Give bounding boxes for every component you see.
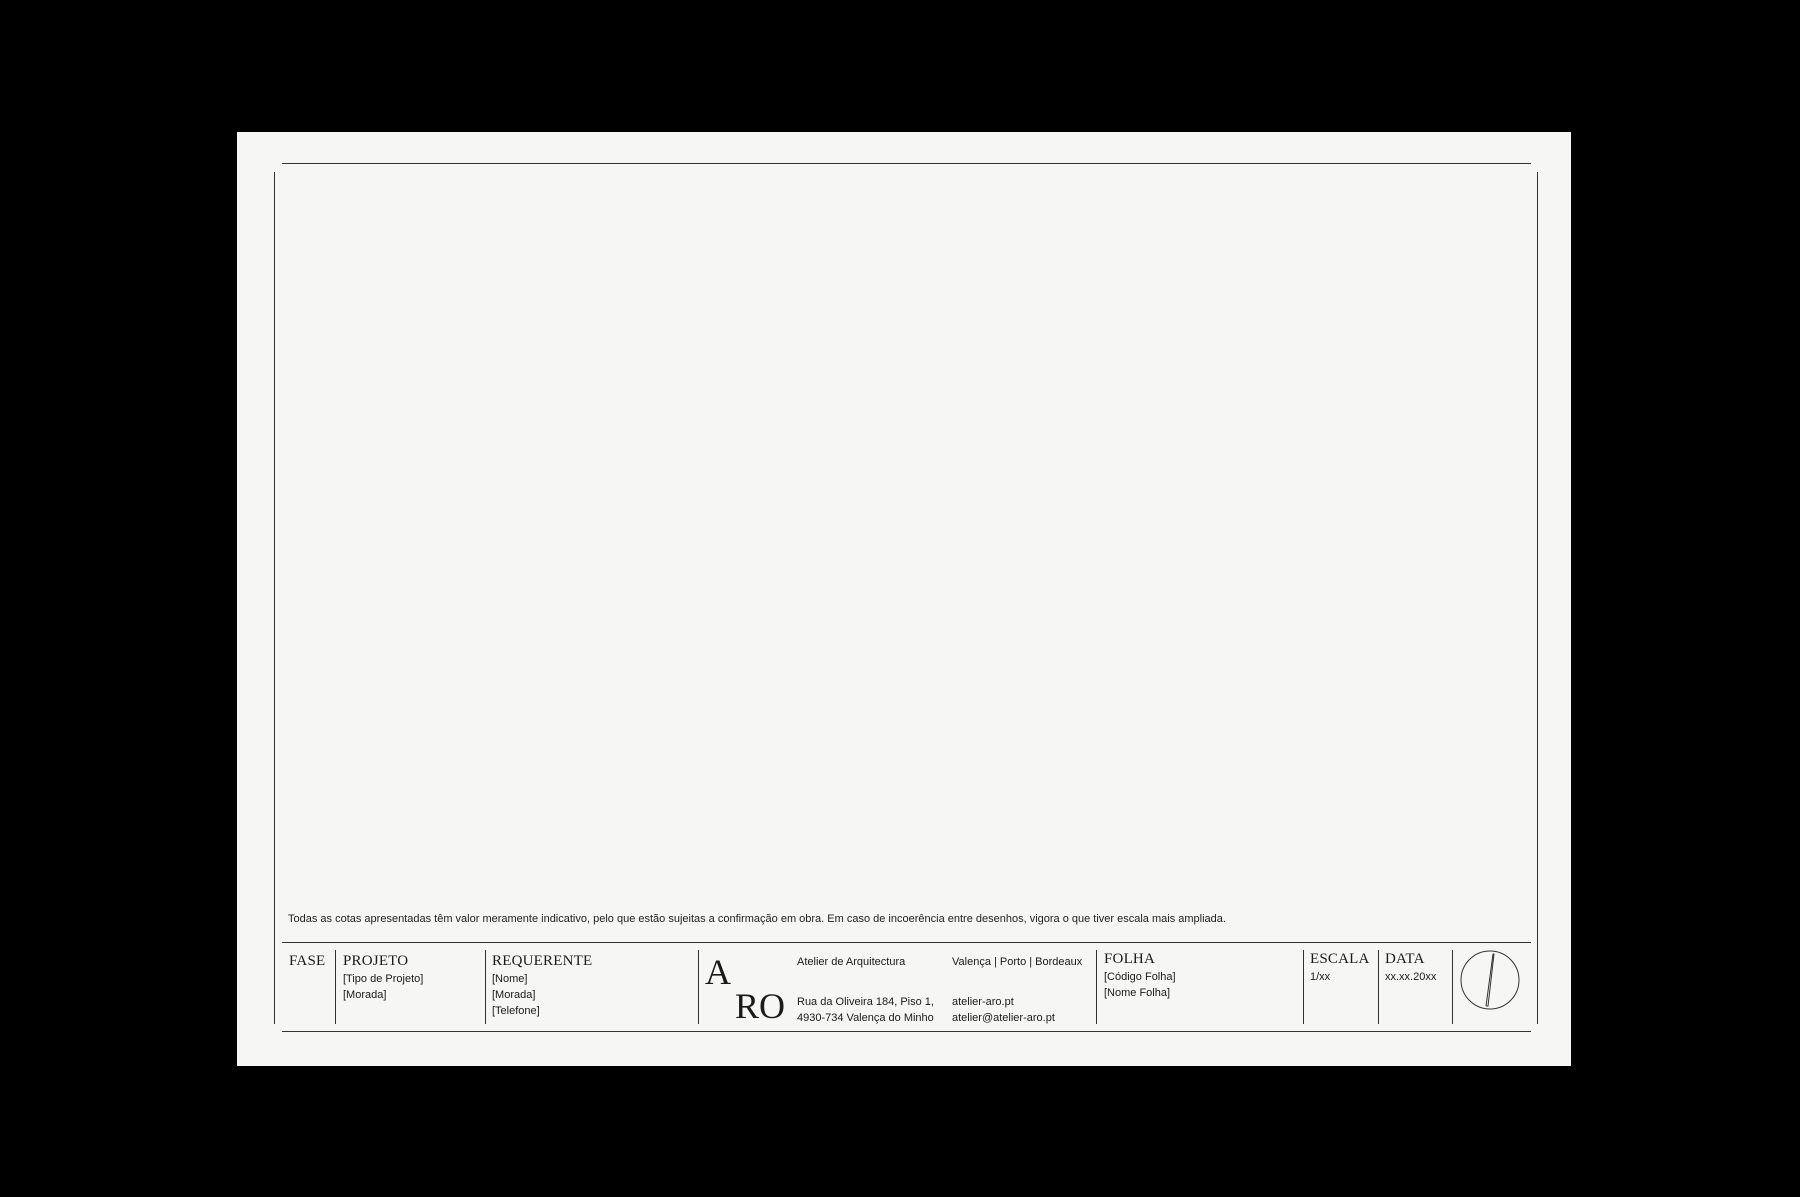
requerente-nome: [Nome] (492, 973, 528, 985)
divider-requerente (698, 950, 699, 1024)
title-block-top-line (282, 942, 1531, 943)
studio-logo-ro: RO (735, 986, 786, 1026)
frame-bottom-line (282, 1031, 1531, 1032)
drawing-sheet (237, 132, 1571, 1066)
studio-logo-a: A (705, 952, 731, 992)
disclaimer-text: Todas as cotas apresentadas têm valor meramente indicativo, pelo que estão sujeitas a confirmação em obra. Em caso de incoerência entre desenhos, vigora o que tiver escala mais ampliada. (288, 913, 1226, 925)
studio-email: atelier@atelier-aro.pt (952, 1012, 1055, 1024)
frame-right-line (1537, 172, 1538, 1024)
divider-folha (1303, 950, 1304, 1024)
divider-fase (335, 950, 336, 1024)
divider-projeto (485, 950, 486, 1024)
requerente-telefone: [Telefone] (492, 1005, 540, 1017)
folha-codigo: [Código Folha] (1104, 971, 1176, 983)
studio-address-line2: 4930-734 Valença do Minho (797, 1012, 934, 1024)
studio-website: atelier-aro.pt (952, 996, 1014, 1008)
data-label: DATA (1385, 951, 1425, 967)
projeto-morada: [Morada] (343, 989, 387, 1001)
fase-label: FASE (289, 953, 326, 969)
studio-cities: Valença | Porto | Bordeaux (952, 956, 1083, 968)
escala-label: ESCALA (1310, 951, 1370, 967)
data-value: xx.xx.20xx (1385, 971, 1437, 983)
divider-studio (1096, 950, 1097, 1024)
folha-label: FOLHA (1104, 951, 1156, 967)
divider-escala (1378, 950, 1379, 1024)
requerente-label: REQUERENTE (492, 953, 593, 969)
north-arrow-icon (1460, 950, 1520, 1010)
folha-nome: [Nome Folha] (1104, 987, 1171, 999)
studio-address-line1: Rua da Oliveira 184, Piso 1, (797, 996, 934, 1008)
divider-data (1452, 950, 1453, 1024)
frame-top-line (282, 163, 1531, 164)
projeto-tipo: [Tipo de Projeto] (343, 973, 424, 985)
requerente-morada: [Morada] (492, 989, 536, 1001)
projeto-label: PROJETO (343, 953, 409, 969)
escala-value: 1/xx (1310, 971, 1331, 983)
studio-name: Atelier de Arquitectura (797, 956, 906, 968)
frame-left-line (274, 172, 275, 1024)
